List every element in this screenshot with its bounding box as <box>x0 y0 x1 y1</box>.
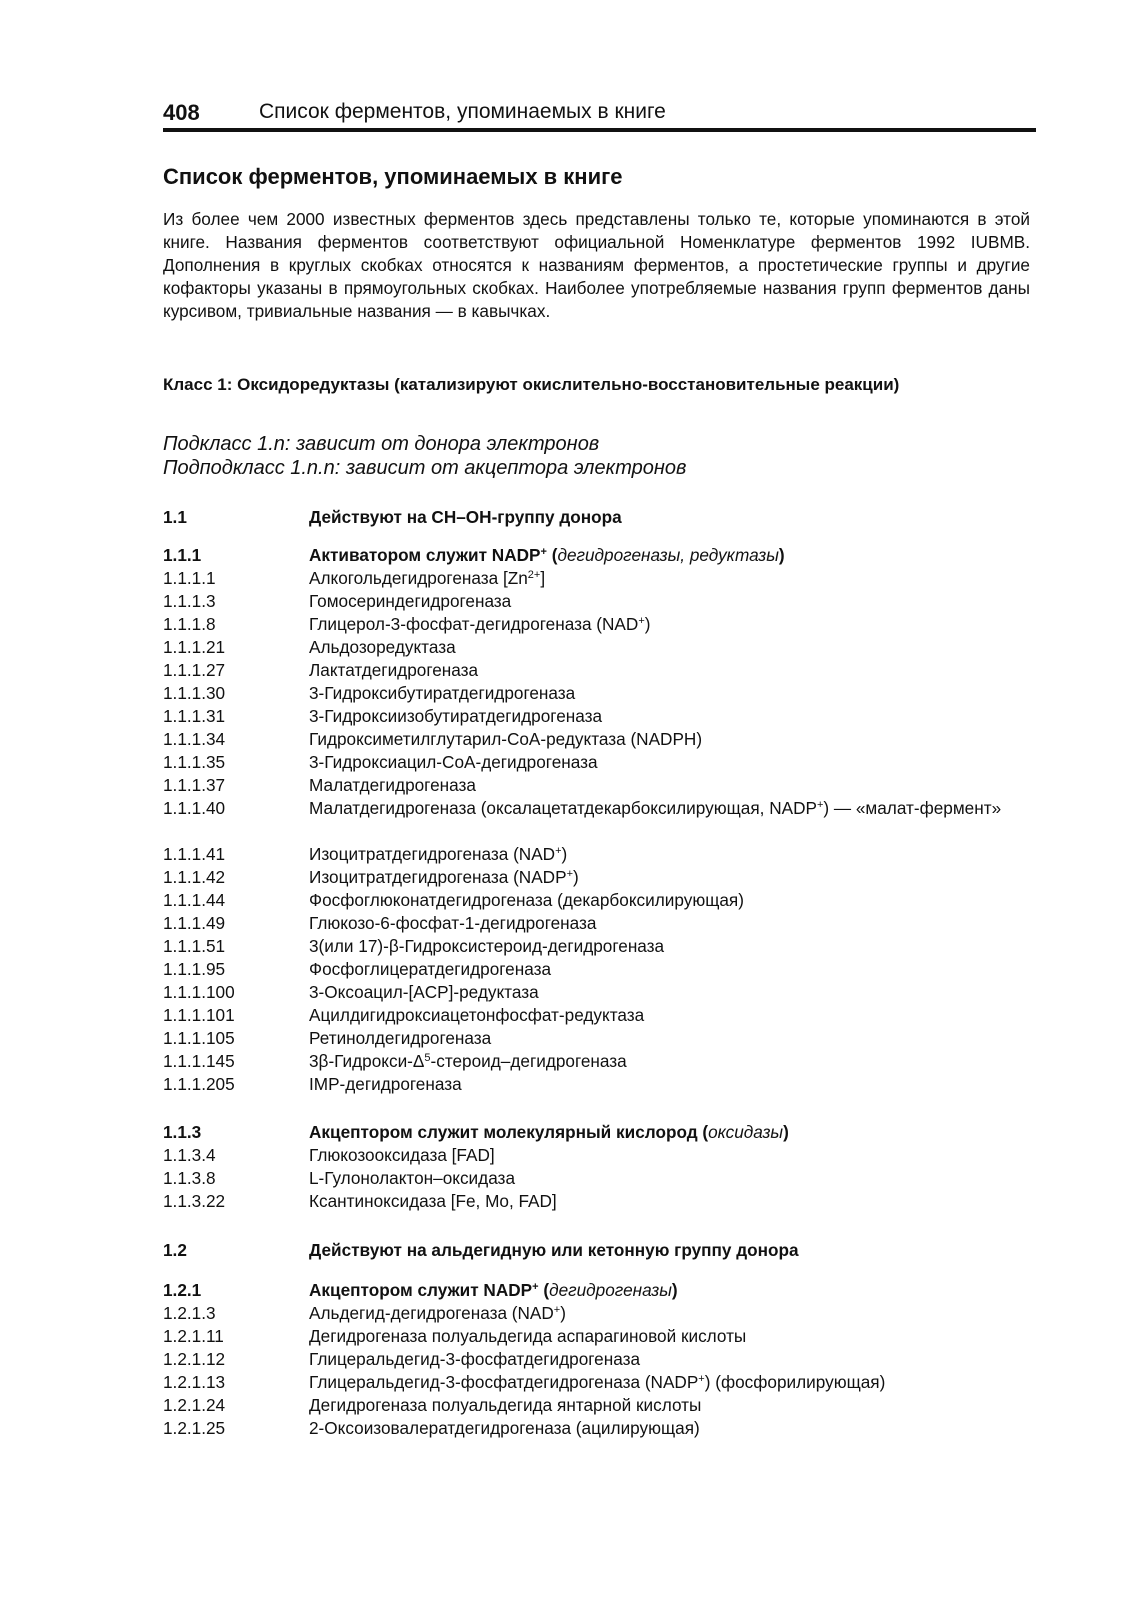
enzyme-name: 3-Гидроксибутиратдегидрогеназа <box>309 683 576 703</box>
enzyme-name: Альдозоредуктаза <box>309 637 456 657</box>
ec-number: 1.1.1.100 <box>163 982 235 1002</box>
enzyme-name: $3\beta-Гидрокси-\Delta^5-стероид$–дегидрогеназа <box>309 1051 627 1071</box>
enzyme-row-1-1-1-30 <box>163 682 1033 705</box>
enzyme-name: IMP-дегидрогеназа <box>309 1074 462 1094</box>
group-number: 1.2 <box>163 1240 187 1260</box>
enzyme-group-1-1 <box>163 506 1033 529</box>
enzyme-name: Дегидрогеназа полуальдегида янтарной кислоты <box>309 1395 702 1415</box>
section-title: Список ферментов, упоминаемых в книге <box>163 164 623 189</box>
ec-number: 1.1.1.41 <box>163 844 226 864</box>
enzyme-group-1-2 <box>163 1239 1033 1262</box>
ec-number: 1.1.1.44 <box>163 890 226 910</box>
page-number: 408 <box>163 100 200 125</box>
ec-number: 1.1.1.95 <box>163 959 226 979</box>
enzyme-row-1-2-1-3 <box>163 1302 1033 1325</box>
enzyme-name: Фосфоглюконатдегидрогеназа (декарбоксилирующая) <box>309 890 744 910</box>
ec-number: 1.1.1.30 <box>163 683 226 703</box>
enzyme-group-1-1-3 <box>163 1121 1033 1144</box>
group-title: Активатором служит NADP+ (дегидрогеназы, редуктазы) <box>309 545 785 565</box>
enzyme-name: Фосфоглицератдегидрогеназа <box>309 959 552 979</box>
enzyme-row-1-1-3-8 <box>163 1167 1033 1190</box>
ec-number: 1.1.1.31 <box>163 706 226 726</box>
enzyme-name: Малатдегидрогеназа (оксалацетатдекарбоксилирующая, NADP+) — «малат-фермент» <box>309 798 1002 818</box>
ec-number: 1.1.3.4 <box>163 1145 216 1165</box>
enzyme-row-1-1-1-205 <box>163 1073 1033 1096</box>
enzyme-row-1-1-3-22 <box>163 1190 1033 1213</box>
header-rule <box>163 128 1036 132</box>
enzyme-row-1-1-1-49 <box>163 912 1033 935</box>
ec-number: 1.1.1.42 <box>163 867 226 887</box>
enzyme-row-1-1-1-42 <box>163 866 1033 889</box>
ec-number: 1.1.1.3 <box>163 591 216 611</box>
ec-number: 1.1.1.37 <box>163 775 226 795</box>
ec-number: 1.1.1.27 <box>163 660 226 680</box>
intro-paragraph: Из более чем 2000 известных ферментов здесь представлены только те, которые упоминаются в этой книге. Названия ферментов соответствуют официальной Номенклатуре ферментов 1992 IUBMB. Дополнения в круглых скобках относятся к названиям ферментов, а простетические группы и другие кофакторы указаны в прямоугольных скобках. Наиболее употребляемые названия групп ферментов даны курсивом, тривиальные названия — в кавычках. <box>163 209 1030 321</box>
enzyme-row-1-1-1-40 <box>163 797 1033 843</box>
enzyme-row-1-1-1-31 <box>163 705 1033 728</box>
group-title: Действуют на CH–OH-группу донора <box>309 507 622 527</box>
running-title: Список ферментов, упоминаемых в книге <box>259 100 666 123</box>
enzyme-row-1-1-1-34 <box>163 728 1033 751</box>
enzyme-row-1-2-1-12 <box>163 1348 1033 1371</box>
enzyme-name: Глицерол-3-фосфат-дегидрогеназа (NAD+) <box>309 614 651 634</box>
ec-number: 1.1.1.8 <box>163 614 216 634</box>
group-number: 1.2.1 <box>163 1280 202 1300</box>
ec-number: 1.1.3.8 <box>163 1168 216 1188</box>
running-header <box>163 96 1036 128</box>
ec-number: 1.2.1.24 <box>163 1395 226 1415</box>
ec-number: 1.1.1.205 <box>163 1074 235 1094</box>
enzyme-row-1-2-1-25 <box>163 1417 1033 1440</box>
enzyme-row-1-1-1-1 <box>163 567 1033 590</box>
enzyme-name: Глицеральдегид-3-фосфатдегидрогеназа <box>309 1349 641 1369</box>
ec-number: 1.1.3.22 <box>163 1191 226 1211</box>
enzyme-name: L-Гулонолактон–оксидаза <box>309 1168 515 1188</box>
enzyme-name: Ксантиноксидаза [Fe, Mo, FAD] <box>309 1191 557 1211</box>
enzyme-name: Глюкозооксидаза [FAD] <box>309 1145 495 1165</box>
enzyme-name: Ретинолдегидрогеназа <box>309 1028 492 1048</box>
enzyme-row-1-1-1-51 <box>163 935 1033 958</box>
ec-number: 1.2.1.11 <box>163 1326 224 1346</box>
enzyme-row-1-1-1-41 <box>163 843 1033 866</box>
enzyme-row-1-1-1-35 <box>163 751 1033 774</box>
ec-number: 1.1.1.101 <box>163 1005 235 1025</box>
enzyme-group-1-2-1 <box>163 1279 1033 1302</box>
group-number: 1.1.1 <box>163 545 202 565</box>
group-title: Акцептором служит молекулярный кислород (оксидазы) <box>309 1122 789 1142</box>
ec-number: 1.1.1.34 <box>163 729 226 749</box>
enzyme-name: Изоцитратдегидрогеназа (NAD+) <box>309 844 568 864</box>
enzyme-name: Альдегид-дегидрогеназа (NAD+) <box>309 1303 566 1323</box>
enzyme-name: 3-Гидроксиацил-CoA-дегидрогеназа <box>309 752 598 772</box>
enzyme-name: Дегидрогеназа полуальдегида аспарагиновой кислоты <box>309 1326 747 1346</box>
enzyme-row-1-1-1-100 <box>163 981 1033 1004</box>
enzyme-row-1-2-1-11 <box>163 1325 1033 1348</box>
enzyme-group-1-1-1 <box>163 544 1033 567</box>
enzyme-name: Гомосериндегидрогеназа <box>309 591 512 611</box>
class-heading: Класс 1: Оксидоредуктазы (катализируют окислительно-восстановительные реакции) <box>163 375 900 394</box>
group-number: 1.1 <box>163 507 187 527</box>
ec-number: 1.1.1.21 <box>163 637 226 657</box>
ec-number: 1.1.1.1 <box>163 568 216 588</box>
enzyme-row-1-1-1-8 <box>163 613 1033 636</box>
enzyme-row-1-1-3-4 <box>163 1144 1033 1167</box>
enzyme-name: Гидроксиметилглутарил-CoA-редуктаза (NADPH) <box>309 729 703 749</box>
enzyme-name: Глюкозо-6-фосфат-1-дегидрогеназа <box>309 913 597 933</box>
enzyme-row-1-1-1-3 <box>163 590 1033 613</box>
enzyme-name: 3-Гидроксиизобутиратдегидрогеназа <box>309 706 603 726</box>
ec-number: 1.1.1.49 <box>163 913 226 933</box>
enzyme-row-1-1-1-27 <box>163 659 1033 682</box>
ec-number: 1.2.1.12 <box>163 1349 226 1369</box>
enzyme-name: 2-Оксоизовалератдегидрогеназа (ацилирующая) <box>309 1418 700 1438</box>
enzyme-row-1-1-1-101 <box>163 1004 1033 1027</box>
enzyme-row-1-1-1-105 <box>163 1027 1033 1050</box>
group-title: Акцептором служит NADP+ (дегидрогеназы) <box>309 1280 678 1300</box>
ec-number: 1.2.1.3 <box>163 1303 216 1323</box>
ec-number: 1.1.1.145 <box>163 1051 235 1071</box>
subclass-note: Подкласс 1.n: зависит от донора электронов <box>163 433 600 455</box>
enzyme-row-1-2-1-24 <box>163 1394 1033 1417</box>
enzyme-name: 3-Оксоацил-[ACP]-редуктаза <box>309 982 539 1002</box>
enzyme-row-1-2-1-13 <box>163 1371 1033 1394</box>
ec-number: 1.1.1.40 <box>163 798 226 818</box>
ec-number: 1.2.1.25 <box>163 1418 226 1438</box>
ec-number: 1.1.1.35 <box>163 752 226 772</box>
ec-number: 1.1.1.51 <box>163 936 226 956</box>
group-title: Действуют на альдегидную или кетонную группу донора <box>309 1240 799 1260</box>
enzyme-row-1-1-1-145 <box>163 1050 1033 1073</box>
enzyme-name: Изоцитратдегидрогеназа (NADP+) <box>309 867 579 887</box>
enzyme-name: Алкогольдегидрогеназа $[Zn^{2+}]$ <box>309 568 546 588</box>
ec-number: 1.2.1.13 <box>163 1372 226 1392</box>
enzyme-name: Ацилдигидроксиацетонфосфат-редуктаза <box>309 1005 645 1025</box>
enzyme-name: Лактатдегидрогеназа <box>309 660 479 680</box>
ec-number: 1.1.1.105 <box>163 1028 235 1048</box>
enzyme-row-1-1-1-95 <box>163 958 1033 981</box>
group-number: 1.1.3 <box>163 1122 202 1142</box>
enzyme-row-1-1-1-37 <box>163 774 1033 797</box>
enzyme-row-1-1-1-44 <box>163 889 1033 912</box>
subsubclass-note: Подподкласс 1.n.n: зависит от акцептора электронов <box>163 457 687 479</box>
enzyme-row-1-1-1-21 <box>163 636 1033 659</box>
enzyme-name: Малатдегидрогеназа <box>309 775 476 795</box>
enzyme-name: Глицеральдегид-3-фосфатдегидрогеназа (NADP+) (фосфорилирующая) <box>309 1372 886 1392</box>
enzyme-name: 3(или 17)-β-Гидроксистероид-дегидрогеназа <box>309 936 665 956</box>
